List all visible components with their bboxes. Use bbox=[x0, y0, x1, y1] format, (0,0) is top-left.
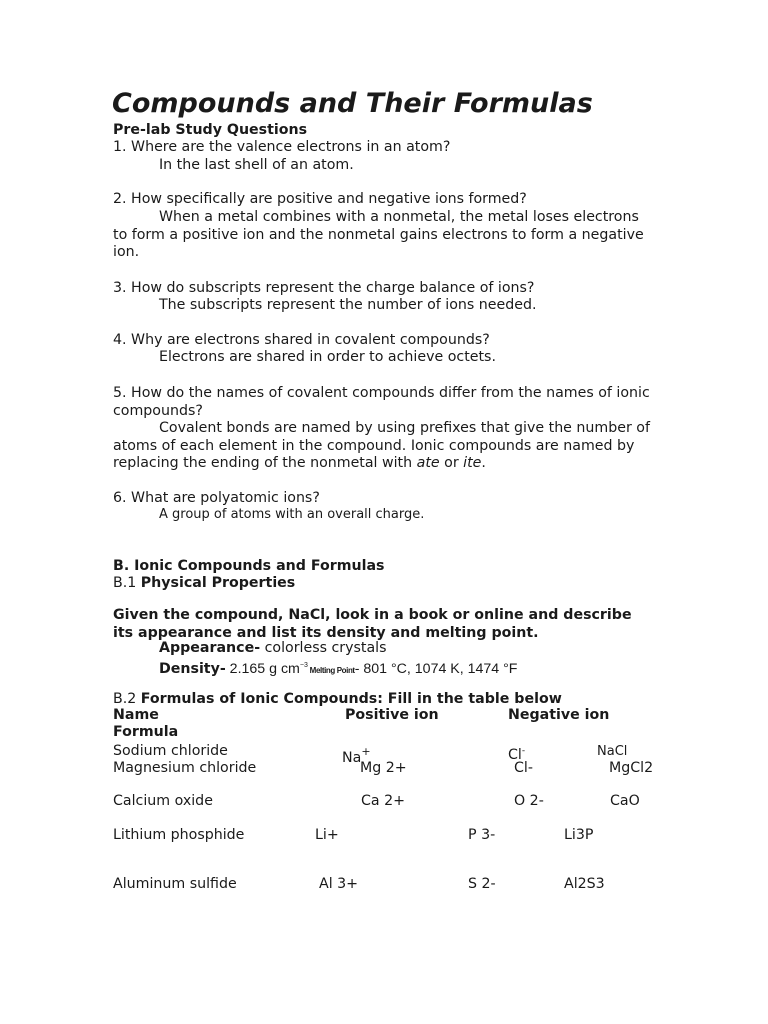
row-1-negative: Cl- bbox=[508, 746, 526, 763]
header-positive-ion: Positive ion bbox=[345, 707, 439, 723]
prelab-heading: Pre-lab Study Questions bbox=[113, 122, 308, 138]
row-5-negative: S 2- bbox=[468, 876, 496, 892]
question-3: 3. How do subscripts represent the charge balance of ions? bbox=[113, 280, 535, 296]
header-name: Name bbox=[113, 707, 159, 723]
row-4-name: Lithium phosphide bbox=[113, 827, 245, 843]
page-title: Compounds and Their Formulas bbox=[112, 88, 593, 119]
answer-2: When a metal combines with a nonmetal, the metal loses electrons to form a positive ion and the nonmetal gains electrons to form a negative ion. bbox=[113, 209, 644, 261]
question-2: 2. How specifically are positive and negative ions formed? bbox=[113, 191, 527, 207]
row-1-name: Sodium chloride bbox=[113, 743, 228, 759]
header-formula: Formula bbox=[113, 724, 179, 740]
question-1: 1. Where are the valence electrons in an atom? bbox=[113, 139, 451, 155]
row-4-positive: Li+ bbox=[315, 827, 339, 843]
header-negative-ion: Negative ion bbox=[508, 707, 610, 723]
row-5-formula: Al2S3 bbox=[564, 876, 605, 892]
row-2-formula: MgCl2 bbox=[609, 760, 654, 776]
density-line: Density- 2.165 g $cm^{-3}$ Melting Point- 801 °C, 1074 K, 1474 °F bbox=[159, 661, 518, 677]
answer-5: Covalent bonds are named by using prefixes that give the number of atoms of each element in the compound. Ionic compounds are named by replacing the ending of the nonmetal with ate or ite. bbox=[113, 420, 650, 472]
section-b-heading: B. Ionic Compounds and Formulas bbox=[113, 558, 385, 574]
nacl-instructions: Given the compound, NaCl, look in a book or online and describe its appearance and list its density and melting point. bbox=[113, 607, 632, 641]
row-4-negative: P 3- bbox=[468, 827, 496, 843]
b1-heading: B.1 Physical Properties bbox=[113, 575, 296, 591]
question-5: 5. How do the names of covalent compounds differ from the names of ionic compounds? bbox=[113, 385, 650, 419]
row-4-formula: Li3P bbox=[564, 827, 594, 843]
b2-heading: B.2 Formulas of Ionic Compounds: Fill in the table below bbox=[113, 691, 562, 707]
row-2-positive: Mg 2+ bbox=[360, 760, 407, 776]
row-3-name: Calcium oxide bbox=[113, 793, 213, 809]
row-1-formula: NaCl bbox=[597, 744, 628, 759]
row-3-negative: O 2- bbox=[514, 793, 544, 809]
answer-4: Electrons are shared in order to achieve octets. bbox=[159, 349, 496, 365]
question-6: 6. What are polyatomic ions? bbox=[113, 490, 320, 506]
row-2-name: Magnesium chloride bbox=[113, 760, 257, 776]
answer-1: In the last shell of an atom. bbox=[159, 157, 354, 173]
row-2-negative: Cl- bbox=[514, 760, 533, 776]
row-5-name: Aluminum sulfide bbox=[113, 876, 237, 892]
appearance-line: Appearance- colorless crystals bbox=[159, 640, 387, 656]
answer-6: A group of atoms with an overall charge. bbox=[159, 507, 425, 522]
row-5-positive: Al 3+ bbox=[319, 876, 359, 892]
row-1-positive: Na+ bbox=[342, 745, 371, 766]
row-3-positive: Ca 2+ bbox=[361, 793, 406, 809]
question-4: 4. Why are electrons shared in covalent compounds? bbox=[113, 332, 490, 348]
row-3-formula: CaO bbox=[610, 793, 640, 809]
answer-3: The subscripts represent the number of ions needed. bbox=[159, 297, 537, 313]
